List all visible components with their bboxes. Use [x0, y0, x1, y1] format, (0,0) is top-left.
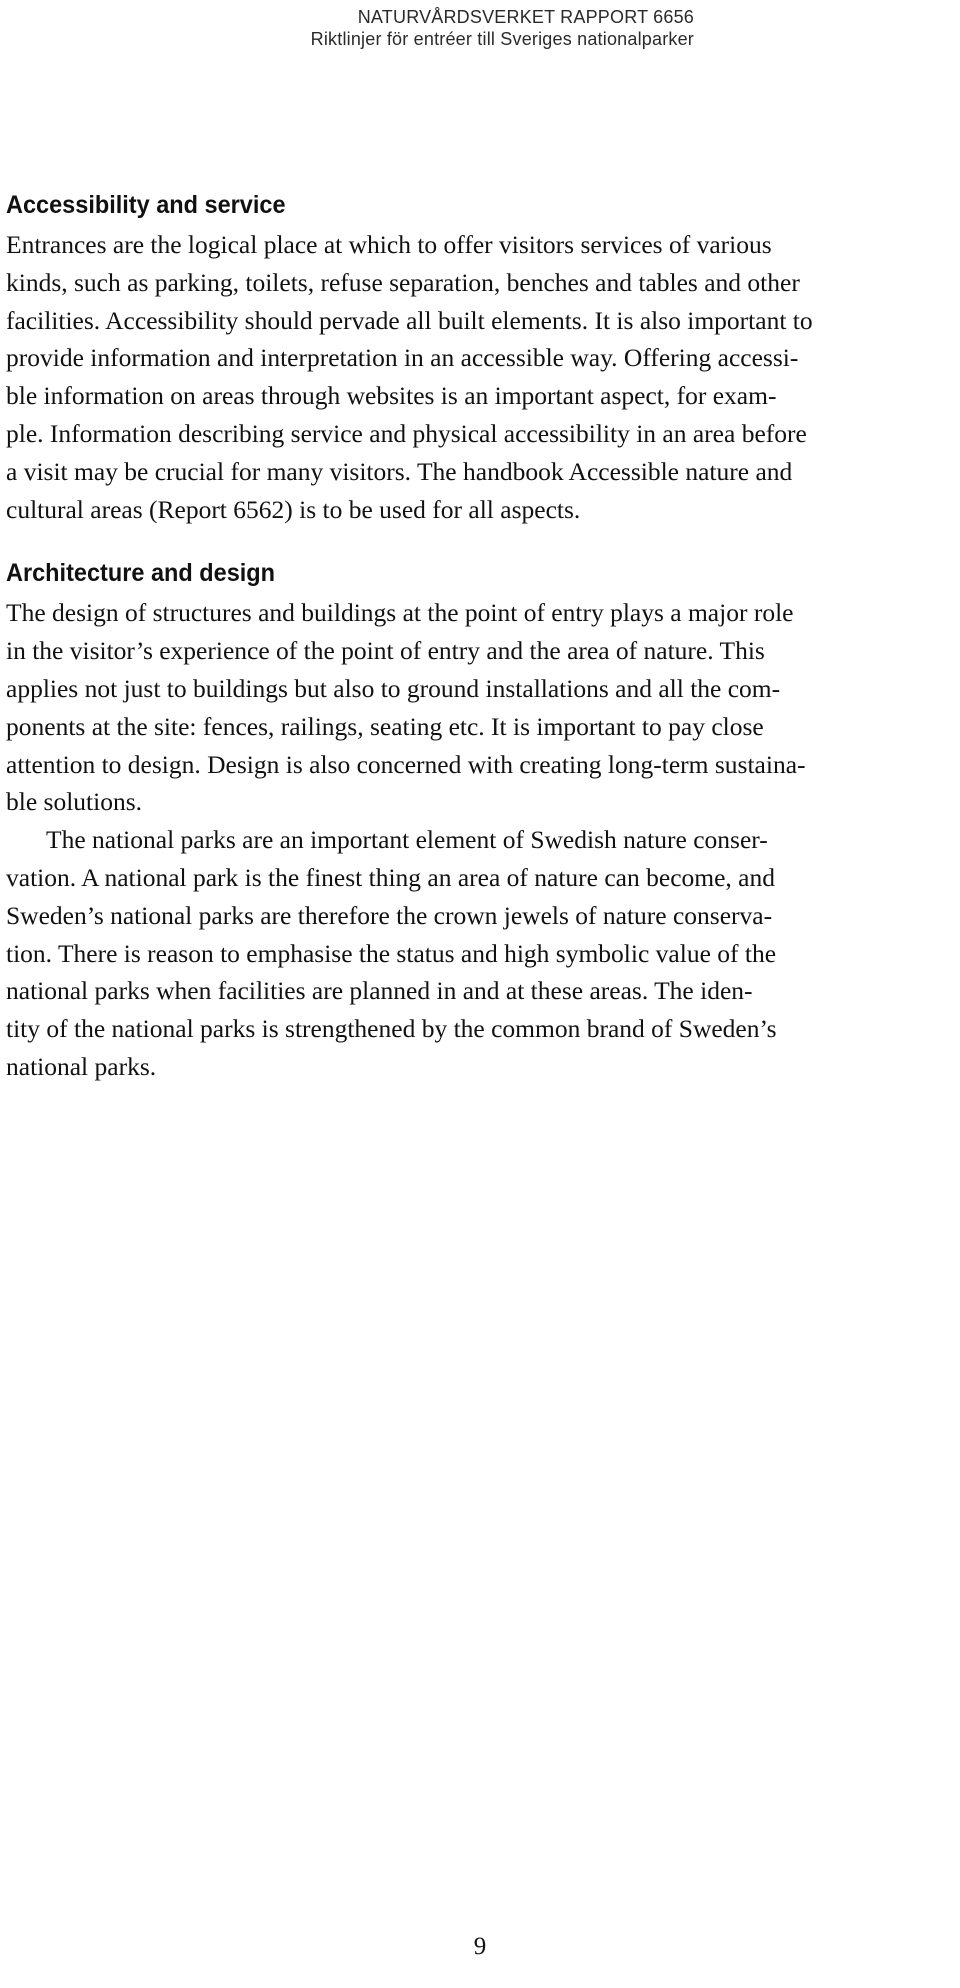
text-line: Sweden’s national parks are therefore the crown jewels of nature conserva-: [6, 900, 773, 930]
text-line: national parks.: [6, 1051, 157, 1081]
text-line: ble information on areas through websites is an important aspect, for exam-: [6, 381, 777, 411]
section-heading: Accessibility and service: [6, 191, 286, 219]
text-line: provide information and interpretation in an accessible way. Offering accessi-: [6, 343, 799, 373]
section-architecture-and-design: [6, 556, 956, 1085]
text-line: attention to design. Design is also concerned with creating long-term sustaina-: [6, 749, 806, 779]
section-body: [6, 226, 956, 528]
text-line: tion. There is reason to emphasise the status and high symbolic value of the: [6, 938, 777, 968]
page-content: [6, 188, 956, 1114]
text-line: The national parks are an important element of Swedish nature conser-: [46, 825, 768, 855]
text-line: ple. Information describing service and physical accessibility in an area before: [6, 418, 807, 448]
text-line: cultural areas (Report 6562) is to be used for all aspects.: [6, 494, 581, 524]
report-subtitle: Riktlinjer för entréer till Sveriges nationalparker: [310, 29, 694, 49]
text-line: in the visitor’s experience of the point of entry and the area of nature. This: [6, 636, 765, 666]
text-line: vation. A national park is the finest thing an area of nature can become, and: [6, 862, 775, 892]
section-accessibility-and-service: [6, 188, 956, 528]
text-line: Entrances are the logical place at which to offer visitors services of various: [6, 230, 772, 259]
text-line: a visit may be crucial for many visitors. The handbook Accessible nature and: [6, 456, 793, 486]
page-number: 9: [473, 1933, 487, 1960]
text-line: The design of structures and buildings at the point of entry plays a major role: [6, 598, 794, 628]
report-title: NATURVÅRDSVERKET RAPPORT 6656: [357, 7, 694, 27]
section-heading: Architecture and design: [6, 559, 276, 588]
text-line: national parks when facilities are planned in and at these areas. The iden-: [6, 976, 753, 1006]
section-body: [6, 594, 956, 1085]
text-line: applies not just to buildings but also to ground installations and all the com-: [6, 673, 781, 703]
text-line: ponents at the site: fences, railings, seating etc. It is important to pay close: [6, 711, 764, 741]
running-header: [311, 6, 694, 50]
text-line: ble solutions.: [6, 787, 143, 817]
text-line: kinds, such as parking, toilets, refuse separation, benches and tables and other: [6, 267, 800, 297]
text-line: facilities. Accessibility should pervade all built elements. It is also important to: [6, 305, 813, 335]
text-line: tity of the national parks is strengthened by the common brand of Sweden’s: [6, 1014, 777, 1044]
